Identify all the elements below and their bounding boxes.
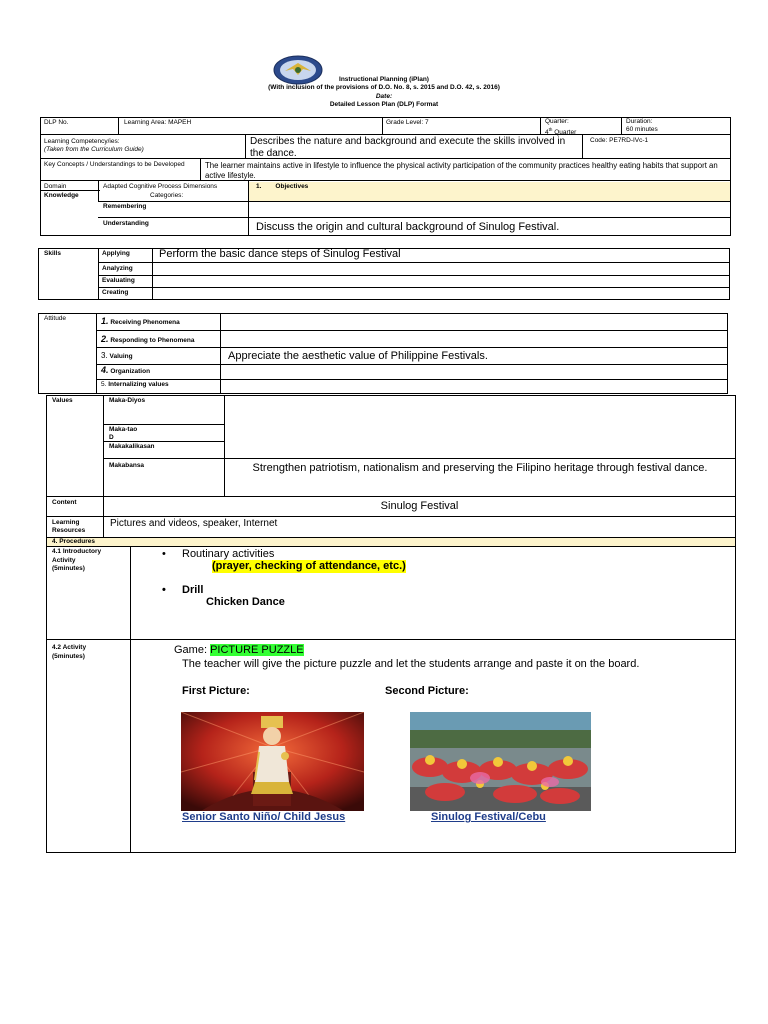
intro-label-2: Activity	[52, 557, 76, 564]
sinulog-festival-image	[410, 712, 591, 811]
resources-label-1: Learning	[52, 519, 80, 526]
activity-label-1: 4.2 Activity	[52, 644, 87, 651]
values-label: Values	[52, 397, 73, 404]
attitude-organization: 4. Organization	[101, 365, 151, 375]
header-title: Instructional Planning (iPlan)	[339, 76, 429, 83]
creating-label: Creating	[102, 289, 129, 296]
game-name: PICTURE PUZZLE	[210, 644, 304, 656]
value-maka-tao-d: D	[109, 434, 114, 441]
content-label: Content	[52, 499, 77, 506]
domain-label: Domain	[44, 183, 67, 190]
game-line: Game: PICTURE PUZZLE	[174, 644, 304, 656]
dlp-no-label: DLP No.	[44, 119, 69, 126]
objectives-header-fill	[249, 182, 730, 201]
second-picture-label: Second Picture:	[385, 685, 469, 697]
competency-text: Describes the nature and background and execute the skills involved in the dance.	[250, 136, 566, 159]
header-format: Detailed Lesson Plan (DLP) Format	[329, 101, 439, 108]
santo-nino-image	[181, 712, 364, 811]
activity-label-2: (5minutes)	[52, 653, 85, 660]
remembering-label: Remembering	[103, 203, 147, 210]
quarter-label: Quarter:	[545, 118, 569, 125]
attitude-receiving: 1. Receiving Phenomena	[101, 316, 180, 326]
sinulog-festival-link[interactable]: Sinulog Festival/Cebu	[431, 811, 546, 823]
content-text: Sinulog Festival	[380, 500, 459, 512]
attitude-valuing: 3. Valuing	[101, 351, 133, 360]
competency-note: (Taken from the Curriculum Guide)	[44, 146, 144, 153]
value-maka-tao: Maka-tao	[109, 426, 138, 433]
analyzing-label: Analyzing	[102, 265, 133, 272]
attitude-internalizing: 5. Internalizing values	[101, 381, 169, 388]
objectives-header: 1. Objectives	[256, 183, 309, 190]
categories-label: Categories:	[150, 192, 184, 199]
valuing-objective: Appreciate the aesthetic value of Philippine Festivals.	[228, 350, 488, 362]
understanding-objective: Discuss the origin and cultural background of Sinulog Festival.	[256, 221, 560, 233]
intro-label-1: 4.1 Introductory	[52, 548, 102, 555]
resources-text: Pictures and videos, speaker, Internet	[110, 518, 278, 529]
dimensions-label: Adapted Cognitive Process Dimensions	[103, 183, 218, 190]
competency-label: Learning Competency/ies:	[44, 138, 120, 145]
procedures-label: 4. Procedures	[52, 538, 95, 545]
competency-code: Code: PE7RD-IVc-1	[590, 137, 649, 144]
attitude-responding: 2. Responding to Phenomena	[101, 334, 195, 344]
applying-label: Applying	[102, 250, 130, 257]
resources-label-2: Resources	[52, 527, 86, 534]
learning-area: Learning Area: MAPEH	[124, 119, 192, 126]
skills-label: Skills	[44, 250, 61, 257]
makabansa-objective: Strengthen patriotism, nationalism and preserving the Filipino heritage through festival dance.	[252, 462, 708, 474]
knowledge-label: Knowledge	[44, 192, 79, 199]
duration-value: 60 minutes	[626, 126, 658, 133]
key-concepts-text: The learner maintains active in lifestyle to influence the physical activity participation of the community practices healthy eating habits that support an active lifestyle.	[205, 161, 718, 180]
routinary-detail: (prayer, checking of attendance, etc.)	[212, 560, 406, 572]
value-makabansa: Makabansa	[109, 462, 145, 469]
value-makakalikasan: Makakalikasan	[109, 443, 155, 450]
quarter-value: 4th Quarter	[545, 127, 577, 137]
attitude-label: Attitude	[44, 315, 67, 322]
intro-label-3: (5minutes)	[52, 565, 85, 572]
drill-label: • Drill	[182, 584, 203, 597]
activity-instructions: The teacher will give the picture puzzle and let the students arrange and paste it on the board.	[182, 658, 640, 670]
grade-level: Grade Level: 7	[386, 119, 429, 126]
value-maka-diyos: Maka-Diyos	[109, 397, 146, 404]
santo-nino-link[interactable]: Senior Santo Niño/ Child Jesus	[182, 811, 346, 823]
procedures-fill	[47, 538, 735, 546]
evaluating-label: Evaluating	[102, 277, 135, 284]
key-concepts-label: Key Concepts / Understandings to be Developed	[44, 161, 185, 168]
header-date: Date:	[375, 93, 393, 100]
routinary-activities: • Routinary activities	[182, 548, 274, 561]
applying-objective: Perform the basic dance steps of Sinulog Festival	[159, 248, 401, 260]
header-provisions: (With inclusion of the provisions of D.O. No. 8, s. 2015 and D.O. 42, s. 2016)	[268, 84, 500, 91]
activity-row	[46, 640, 736, 853]
understanding-label: Understanding	[103, 220, 149, 227]
drill-detail: Chicken Dance	[206, 596, 285, 608]
first-picture-label: First Picture:	[182, 685, 250, 697]
duration-label: Duration:	[626, 118, 653, 125]
